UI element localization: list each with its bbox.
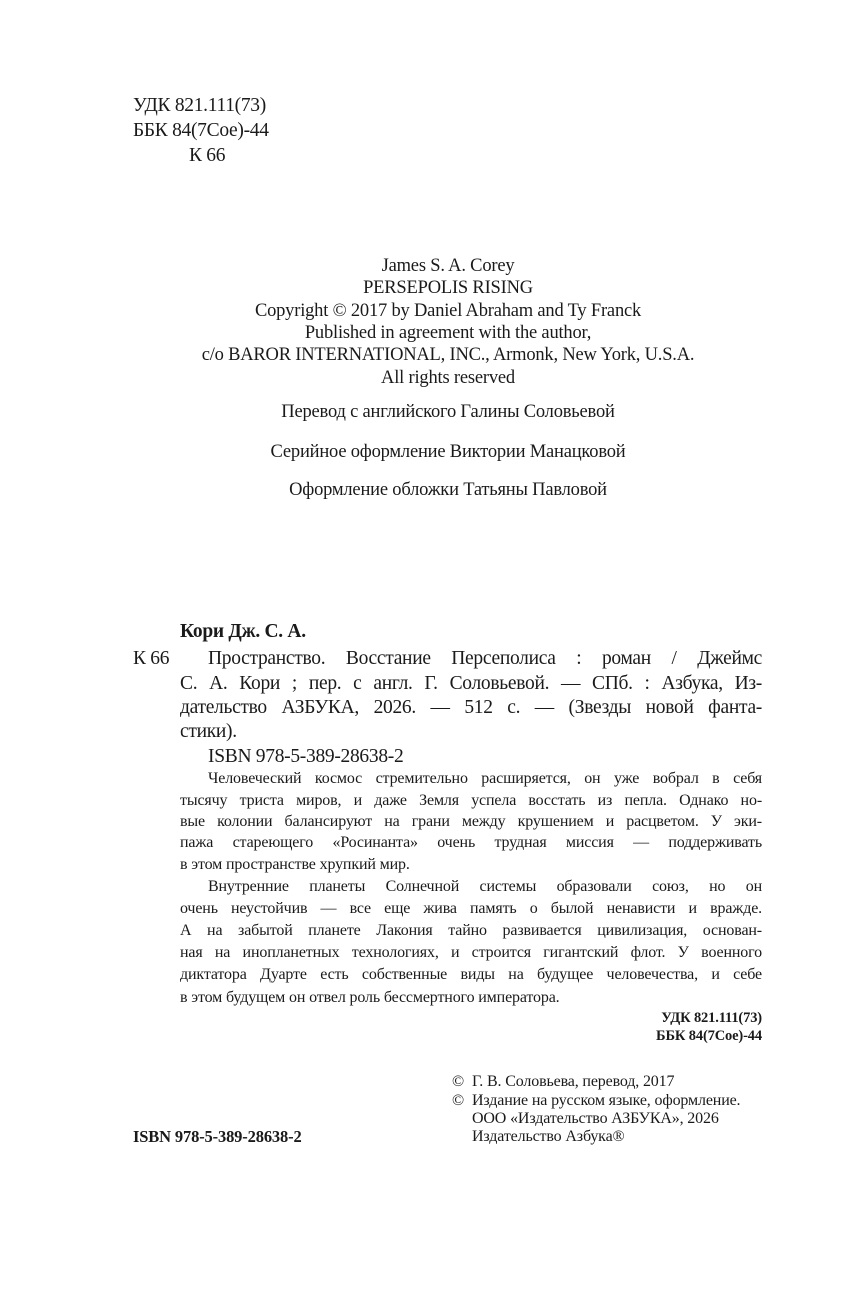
annotation-line: тысячу триста миров, и даже Земля успела восстать из пепла. Однако но-	[180, 792, 762, 809]
author-mark: К 66	[189, 145, 226, 166]
copyright-symbol: ©	[452, 1073, 465, 1090]
edition-copyright: Издание на русском языке, оформление.	[472, 1092, 741, 1109]
annotation-line: в этом будущем он отвел роль бессмертного императора.	[180, 989, 560, 1006]
catalog-description-line: С. А. Кори ; пер. с англ. Г. Соловьевой. — СПб. : Азбука, Из-	[180, 673, 762, 694]
copyright-symbol: ©	[452, 1092, 465, 1109]
footer-isbn: ISBN 978-5-389-28638-2	[133, 1127, 302, 1146]
original-title: PERSEPOLIS RISING	[363, 278, 533, 298]
catalog-mark: К 66	[133, 648, 170, 669]
agency-line: c/o BAROR INTERNATIONAL, INC., Armonk, New York, U.S.A.	[201, 345, 695, 365]
annotation-line: диктатора Дуарте есть собственные виды на будущее человечества, и себе	[180, 966, 762, 983]
catalog-description-line: стики).	[180, 721, 237, 742]
bbk-code: ББК 84(7Сое)-44	[133, 120, 269, 141]
annotation-line: Внутренние планеты Солнечной системы образовали союз, но он	[208, 878, 762, 895]
translator-credit: Перевод с английского Галины Соловьевой	[281, 402, 615, 422]
annotation-line: вые колонии балансируют на грани между крушением и расцветом. У эки-	[180, 813, 762, 830]
catalog-description-line: дательство АЗБУКА, 2026. — 512 с. — (Звезды новой фанта-	[180, 697, 762, 718]
publisher-line: ООО «Издательство АЗБУКА», 2026	[472, 1110, 719, 1127]
catalog-description-line: Пространство. Восстание Персеполиса : роман / Джеймс	[208, 648, 762, 669]
annotation-line: Человеческий космос стремительно расширяется, он уже вобрал в себя	[208, 770, 762, 787]
catalog-author: Кори Дж. С. А.	[180, 621, 306, 642]
annotation-line: в этом пространстве хрупкий мир.	[180, 856, 410, 873]
catalog-udk: УДК 821.111(73)	[661, 1010, 762, 1026]
catalog-bbk: ББК 84(7Сое)-44	[656, 1028, 762, 1044]
publisher-trademark: Издательство Азбука®	[472, 1128, 625, 1145]
rights-line: All rights reserved	[381, 368, 515, 388]
annotation-line: ная на инопланетных технологиях, и строится гигантский флот. У военного	[180, 944, 762, 961]
annotation-line: очень неустойчив — все еще жива память о былой ненависти и вражде.	[180, 900, 762, 917]
catalog-isbn: ISBN 978-5-389-28638-2	[208, 746, 404, 767]
original-author: James S. A. Corey	[381, 256, 515, 276]
annotation-line: пажа стареющего «Росинанта» очень трудная миссия — поддерживать	[180, 834, 762, 851]
annotation-line: А на забытой планете Лакония тайно развивается цивилизация, основан-	[180, 922, 762, 939]
series-design-credit: Серийное оформление Виктории Манацковой	[270, 442, 626, 462]
copyright-line: Copyright © 2017 by Daniel Abraham and Ty Franck	[254, 301, 642, 321]
translation-copyright: Г. В. Соловьева, перевод, 2017	[472, 1073, 675, 1090]
cover-design-credit: Оформление обложки Татьяны Павловой	[289, 480, 607, 500]
udk-code: УДК 821.111(73)	[133, 95, 266, 116]
agreement-line: Published in agreement with the author,	[304, 323, 592, 343]
